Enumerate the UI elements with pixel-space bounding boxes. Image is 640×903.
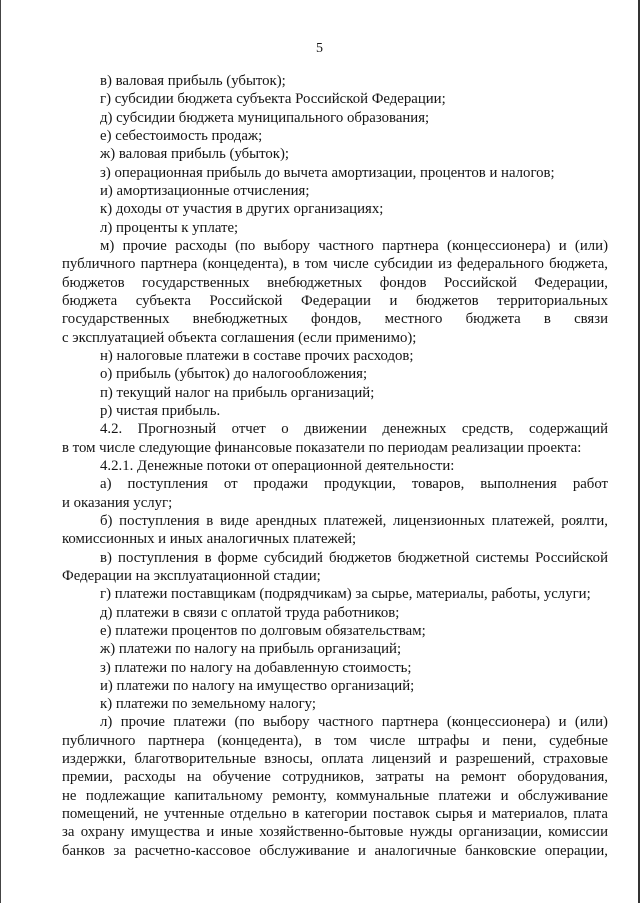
list-item-m-line: государственных внебюджетных фондов, местного бюджета в связи bbox=[62, 311, 608, 328]
list-item-m-line: бюджета субъекта Российской Федерации и бюджетов территориальных bbox=[62, 292, 608, 309]
list-item-m-line: м) прочие расходы (по выбору частного партнера (концессионера) и (или) bbox=[100, 237, 608, 254]
page-number: 5 bbox=[316, 41, 323, 56]
list-item-a-line: а) поступления от продажи продукции, товаров, выполнения работ bbox=[100, 476, 608, 493]
list-item-a-line: и оказания услуг; bbox=[62, 494, 173, 511]
section-4-2-line: 4.2. Прогнозный отчет о движении денежных средств, содержащий bbox=[100, 421, 608, 438]
list-item-m-line: с эксплуатацией объекта соглашения (если применимо); bbox=[62, 329, 417, 346]
list-item-o: о) прибыль (убыток) до налогообложения; bbox=[100, 366, 368, 383]
list-item-v2-line: Федерации на эксплуатационной стадии; bbox=[62, 567, 321, 584]
document-body bbox=[62, 72, 608, 860]
list-item-v: в) валовая прибыль (убыток); bbox=[100, 73, 286, 89]
list-item-z: з) операционная прибыль до вычета амортизации, процентов и налогов; bbox=[100, 164, 555, 181]
list-item-n: н) налоговые платежи в составе прочих расходов; bbox=[100, 347, 414, 364]
list-item-g2: г) платежи поставщикам (подрядчикам) за сырье, материалы, работы, услуги; bbox=[100, 586, 591, 603]
list-item-b-line: б) поступления в виде арендных платежей, лицензионных платежей, роялти, bbox=[100, 512, 608, 529]
list-item-i: и) амортизационные отчисления; bbox=[100, 182, 310, 199]
list-item-l2-line: за охрану имущества и иные хозяйственно-бытовые нужды организации, комиссии bbox=[62, 824, 608, 841]
list-item-l: л) проценты к уплате; bbox=[100, 219, 239, 236]
list-item-k: к) доходы от участия в других организациях; bbox=[100, 201, 384, 218]
list-item-v2-line: в) поступления в форме субсидий бюджетов бюджетной системы Российской bbox=[100, 549, 608, 566]
list-item-i2: и) платежи по налогу на имущество организаций; bbox=[100, 677, 415, 694]
list-item-l2-line: банков за расчетно-кассовое обслуживание и аналогичные банковские операции, bbox=[62, 842, 608, 859]
list-item-e: е) себестоимость продаж; bbox=[100, 127, 263, 144]
list-item-r: р) чистая прибыль. bbox=[100, 402, 221, 419]
list-item-l2-line: публичного партнера (концедента), в том числе штрафы и пени, судебные bbox=[62, 732, 608, 749]
list-item-l2-line: помещений, не учтенные отдельно в категории поставок сырья и материалов, плата bbox=[62, 806, 608, 823]
list-item-l2-line: не подлежащие капитальному ремонту, коммунальные платежи и обслуживание bbox=[62, 787, 608, 804]
section-4-2-1-heading: 4.2.1. Денежные потоки от операционной деятельности: bbox=[100, 457, 455, 474]
list-item-d2: д) платежи в связи с оплатой труда работников; bbox=[100, 604, 400, 621]
list-item-l2-line: издержки, благотворительные взносы, оплата лицензий и разрешений, страховые bbox=[62, 751, 608, 768]
list-item-zh: ж) валовая прибыль (убыток); bbox=[100, 146, 290, 163]
section-4-2-line: в том числе следующие финансовые показатели по периодам реализации проекта: bbox=[62, 439, 582, 456]
list-item-k2: к) платежи по земельному налогу; bbox=[100, 696, 316, 713]
list-item-e2: е) платежи процентов по долговым обязательствам; bbox=[100, 622, 426, 639]
list-item-m-line: бюджетов государственных внебюджетных фондов Российской Федерации, bbox=[62, 274, 608, 291]
list-item-l2-line: л) прочие платежи (по выбору частного партнера (концессионера) и (или) bbox=[100, 714, 608, 731]
list-item-zh2: ж) платежи по налогу на прибыль организаций; bbox=[100, 641, 402, 658]
list-item-p: п) текущий налог на прибыль организаций; bbox=[100, 384, 375, 401]
list-item-d: д) субсидии бюджета муниципального образования; bbox=[100, 109, 430, 126]
list-item-b-line: комиссионных и иных аналогичных платежей; bbox=[62, 531, 357, 548]
list-item-l2-line: премии, расходы на обучение сотрудников, затраты на ремонт оборудования, bbox=[62, 769, 608, 786]
list-item-m-line: публичного партнера (концедента), в том числе субсидии из федерального бюджета, bbox=[62, 256, 608, 273]
list-item-z2: з) платежи по налогу на добавленную стоимость; bbox=[100, 659, 412, 676]
list-item-g: г) субсидии бюджета субъекта Российской Федерации; bbox=[100, 91, 446, 108]
